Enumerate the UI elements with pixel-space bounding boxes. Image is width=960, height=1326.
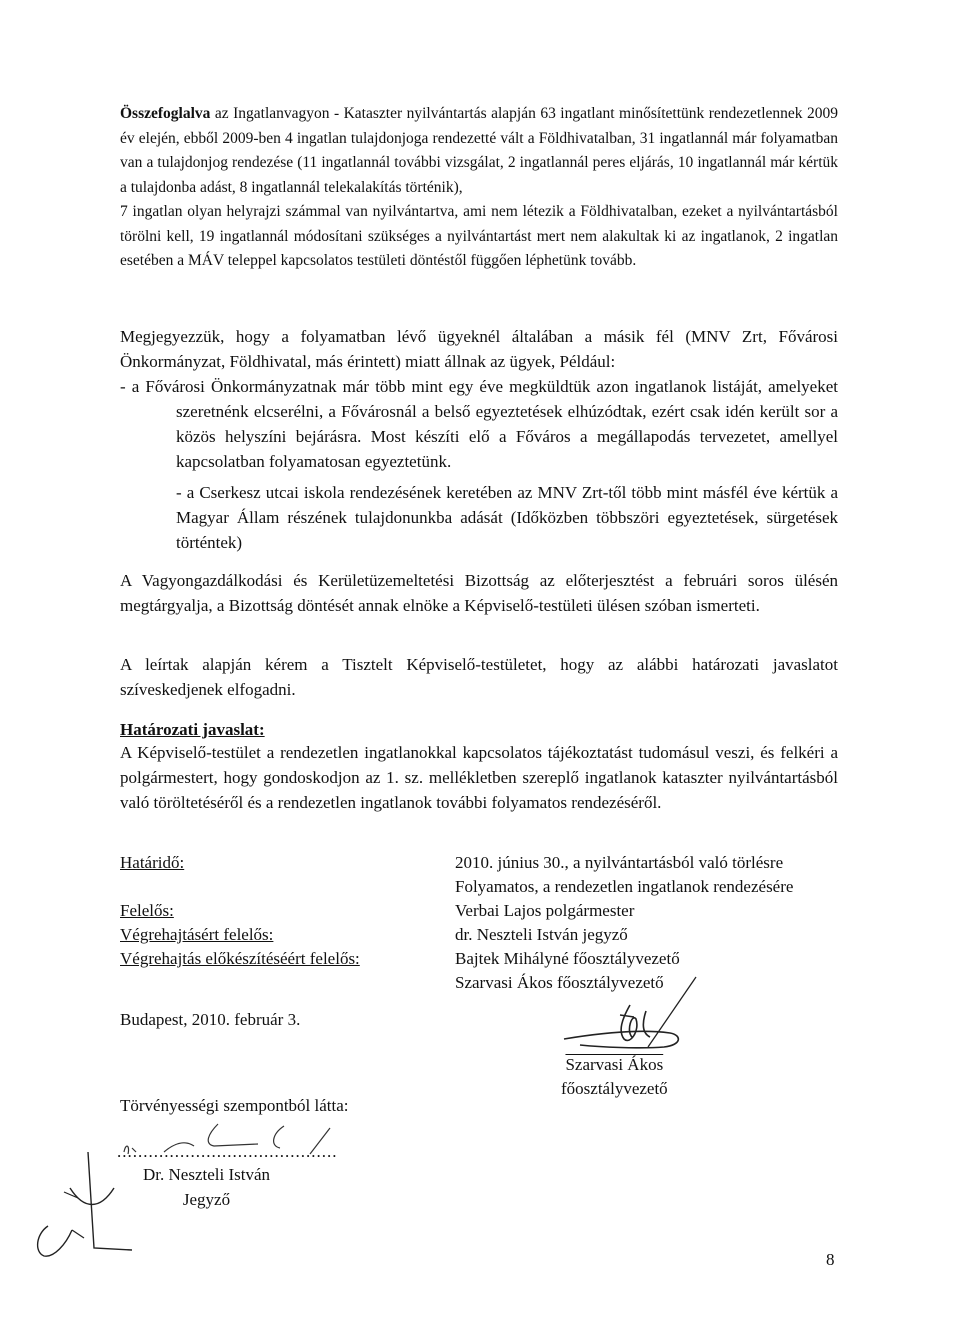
initials-icon [28,1148,138,1268]
committee-paragraph: A Vagyongazdálkodási és Kerületüzemeltetési Bizottság az előterjesztést a februári soros ülésén megtárgyalja, a Bizottság döntését annak elnöke a Képviselő-testületi ülésen szóban ismerteti. [120,571,838,615]
summary-text-1: az Ingatlanvagyon - Kataszter nyilvántartás alapján 63 ingatlant minősítettünk rendezetlennek 2009 év elején, ebből 2009-ben 4 ingatlan tulajdonjoga rendezetté vált a Földhivatalban, 31 ingatlannál már folyamatban van a tulajdonjog rendezése (11 ingatlannál további vizsgálat, 2 ingatlannál peres eljárás, 10 ingatlannál már kértük a tulajdonba adást, 8 ingatlannál telekalakítás történik), [120,105,838,196]
exec-label: Végrehajtásért felelős: [120,925,274,944]
notary-name: Dr. Neszteli István [143,1165,270,1184]
legality-note: Törvényességi szempontból látta: [120,1096,349,1115]
notary-block [143,1162,270,1212]
resolution-text: A Képviselő-testület a rendezetlen ingatlanokkal kapcsolatos tájékoztatást tudomásul veszi, és felkéri a polgármestert, hogy gondoskodjon az 1. sz. mellékletben szereplő ingatlanok kataszter nyilvántartásból való töröltetéséről és a rendezetlen ingatlanok további folyamatos rendezéséről. [120,743,838,812]
prep-label: Végrehajtás előkészítéséért felelős: [120,949,360,968]
note-intro: Megjegyezzük, hogy a folyamatban lévő ügyeknél általában a másik fél (MNV Zrt, Fővárosi Önkormányzat, Földhivatal, más érintett) miatt állnak az ügyek, Például: [120,327,838,371]
signer-title: főosztályvezető [561,1079,668,1098]
prep-value-2: Szarvasi Ákos főosztályvezető [455,973,664,992]
deadline-value-1: 2010. június 30., a nyilvántartásból való törlésre [455,853,784,872]
signer-name: Szarvasi Ákos [565,1055,664,1074]
prep-value-1: Bajtek Mihályné főosztályvezető [455,949,680,968]
responsible-value: Verbai Lajos polgármester [455,901,635,920]
summary-paragraph [120,102,838,274]
note-item-1: - a Fővárosi Önkormányzatnak már több mint egy éve megküldtük azon ingatlanok listáját, amelyeket szeretnénk elcserélni, a Fővárosnál a belső egyeztetések elhúzódtak, ezért csak idén került sor a közös helyszíni bejárásra. Most készíti elő a Főváros a megállapodás tervezetet, amellyel kapcsolatban folyamatosan egyeztetünk. [120,377,838,471]
place-date: Budapest, 2010. február 3. [120,1010,301,1029]
deadline-value-2: Folyamatos, a rendezetlen ingatlanok rendezésére [455,877,794,896]
request-paragraph: A leírtak alapján kérem a Tisztelt Képviselő-testületet, hogy az alábbi határozati javaslatot szíveskedjenek elfogadni. [120,655,838,699]
signer-block [561,1053,668,1101]
note-item-2: - a Cserkesz utcai iskola rendezésének keretében az MNV Zrt-től több mint másfél éve kértük a Magyar Állam részének tulajdonunkba adását (Időközben többszöri egyeztetések, sürgetések történtek) [176,483,838,552]
summary-lead: Összefoglalva [120,105,211,122]
deadline-label: Határidő: [120,853,185,872]
notary-title: Jegyző [182,1190,231,1209]
page-number: 8 [826,1250,835,1269]
note-paragraph [120,324,838,474]
responsible-label: Felelős: [120,901,174,920]
resolution-heading: Határozati javaslat: [120,720,265,739]
signature-line: .......................................... [117,1142,338,1161]
exec-value: dr. Neszteli István jegyző [455,925,628,944]
summary-text-2: 7 ingatlan olyan helyrajzi számmal van nyilvántartva, ami nem létezik a Földhivatalban, ezeket a nyilvántartásból törölni kell, 19 ingatlannál módosítani szükséges a nyilvántartást mert nem alakultak ki az ingatlanok, 2 ingatlan esetében a MÁV teleppel kapcsolatos testületi döntéstől függően léphetünk tovább. [120,203,838,269]
